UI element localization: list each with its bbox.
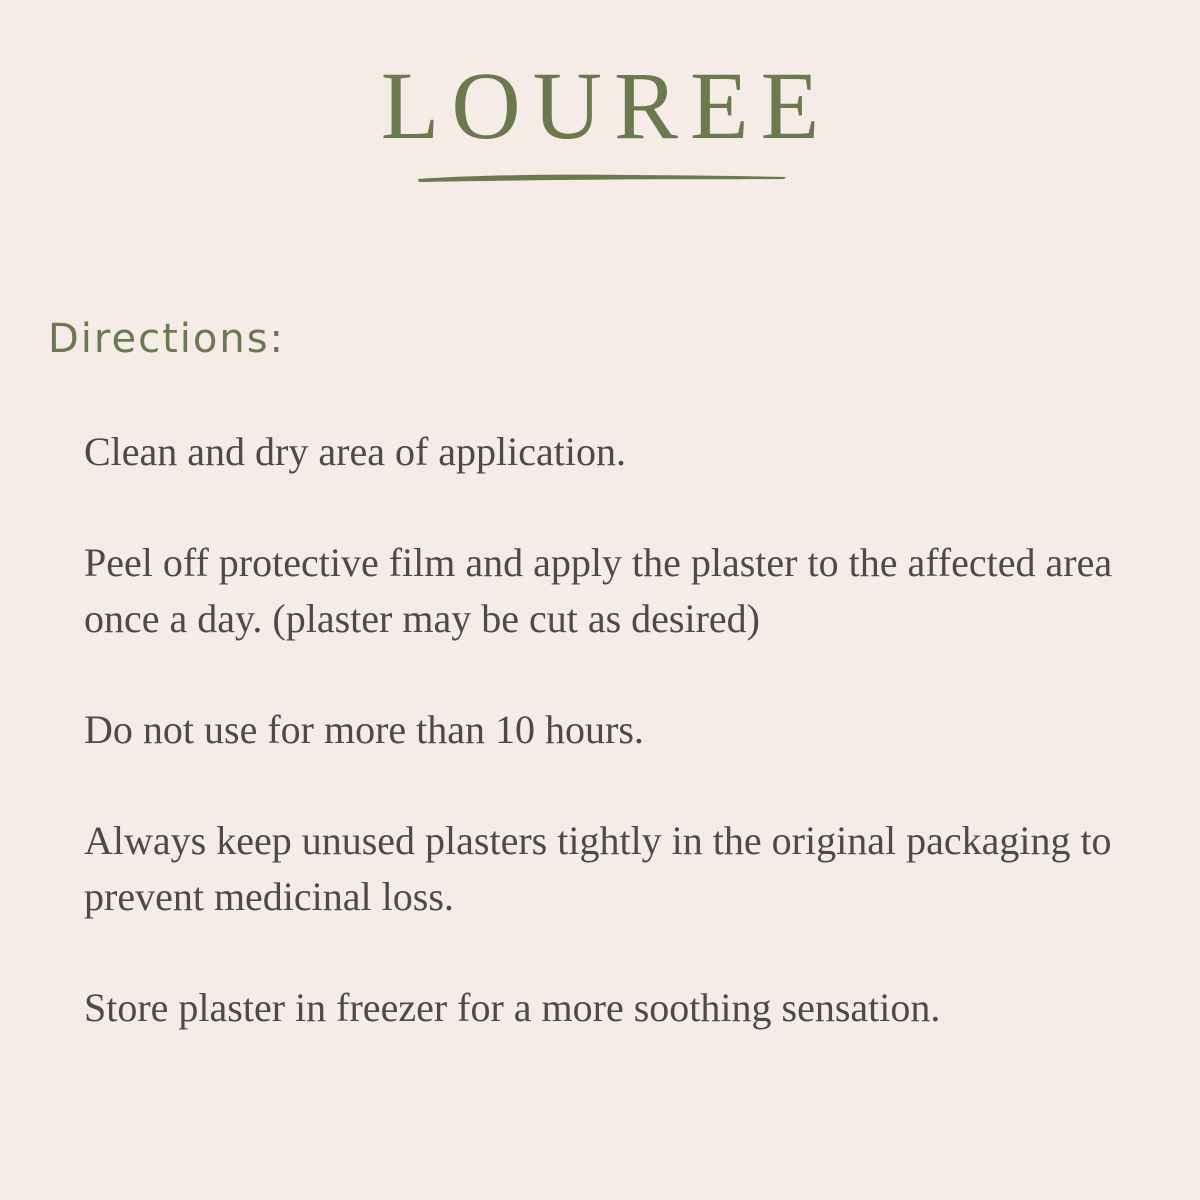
direction-item: Peel off protective film and apply the plaster to the affected area once a day. (plaster may be cut as desired) [84,540,1113,641]
brand-logo: LOUREE [380,52,832,159]
direction-item: Clean and dry area of application. [84,429,626,474]
direction-item: Do not use for more than 10 hours. [84,707,644,752]
directions-list [84,424,1144,1091]
direction-item: Always keep unused plasters tightly in the original packaging to prevent medicinal loss. [84,818,1112,919]
section-heading: Directions: [48,316,286,362]
brand-header [0,52,1200,159]
direction-item: Store plaster in freezer for a more soothing sensation. [84,985,941,1030]
brand-underline-stroke [416,172,788,184]
